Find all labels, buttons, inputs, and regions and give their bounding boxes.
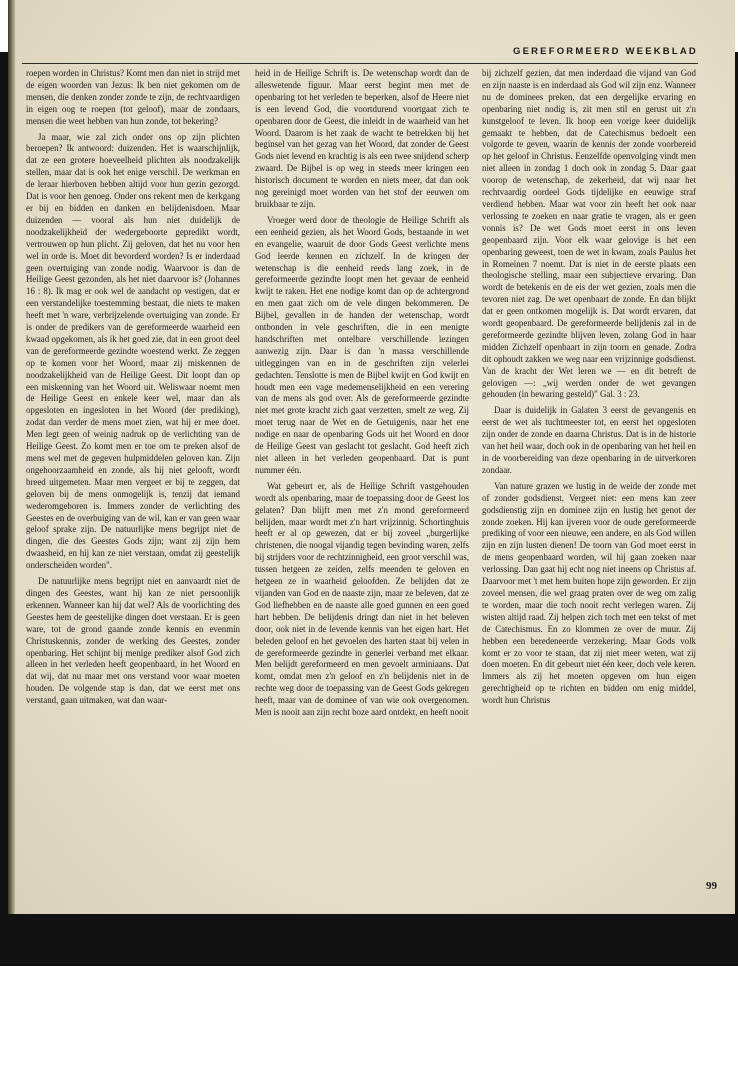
column-2 (255, 68, 469, 908)
magazine-page (8, 0, 735, 914)
page-number: 99 (706, 880, 717, 892)
paragraph: bij zichzelf gezien, dat men inderdaad die vijand van God en zijn naaste is en inderdaad als God wil zijn enz. Wanneer nu de dominees preken, dat een dergelijke ervaring en openbaring niet nodig is, zit men stil en gerust uit z'n kunstgeloof te leven. Ik hoop een vorige keer duidelijk gemaakt te hebben, dat de Catechismus bedoelt een volgorde te geven, waarin de kennis der zonde voorbereid op het geloof in Christus. Eenzelfde openvolging vindt men niet alleen in zondag 1 doch ook in zondag 5. Daar gaat voorop de wetenschap, de zekerheid, dat wij naar het rechtvaardig oordeel Gods tijdelijke en eeuwige straf verdiend hebben. Maar wat voor zin heeft het ook naar verlossing te zoeken en naar gratie te vragen, als er geen vonnis is? De wet Gods moet eerst in ons leven geopenbaard zijn. Voor elk waar gelovige is het een openbaring geweest, toen de wet in kwam, zoals Paulus het in Romeinen 7 noemt. Dat is niet in de eerste plaats een theologische stelling, maar een subjectieve ervaring. Dan wordt de betekenis en de eis der wet gezien, zoals men die tevoren niet zag. De wet openbaart de zonde. En dan blijkt dat er geen ontkomen mogelijk is. Dat wordt ervaren, dat wordt geopenbaard. De gereformeerde belijdenis zal in de gereformeerde gezindte blijven leven, zolang God in haar midden Zichzelf openbaart in zijn toorn en genade. Zodra dit ophoudt zakken we weg naar een vrijzinnige godsdienst. Van de kracht der Wet leren we — en dit betreft de gelovigen —: „wij werden onder de wet gevangen gehouden (in bewaring gesteld)" Gal. 3 : 23. (482, 68, 696, 400)
running-header (22, 44, 698, 64)
page-gutter-shadow (8, 0, 16, 914)
paragraph: Daar is duidelijk in Galaten 3 eerst de gevangenis en eerst de wet als tuchtmeester tot, en eerst het opgesloten zijn onder de zonde en daarna Christus. Dat is in de historie van het heil waar, doch ook in de openbaring van het heil en in de voorbereiding van deze openbaring in de uitverkoren zondaar. (482, 405, 696, 475)
bottom-margin (0, 966, 738, 1068)
paragraph: Ja maar, wie zal zich onder ons op zijn plichten beroepen? Ik antwoord: duizenden. Het is waarschijnlijk, dat ze een grotere hoeveelheid plichten als noodzakelijk stellen, maar dat is ook het enige verschil. De werkman en de leraar hierboven hebben altijd voor hun gezin gezorgd. Dat is voor hen genoeg. Onder ons rekent men de kerkgang er bij en bidden en danken en belijdenisdoen. Maar duizenden — vooral als hun niet duidelijk de noodzakelijkheid der wedergeboorte gepredikt wordt, vertrouwen op hun plicht. Zij geloven, dat het nu voor hen wel in orde is. Moet dit bevorderd worden? Is er inderdaad geen overtuiging van zonde nodig. Waarvoor is dan de Heilige Geest gezonden, als het niet daarvoor is? (Johannes 16 : 8). Ik mag er ook wel de aandacht op vestigen, dat er een verstandelijke toestemming bestaat, die niets te maken heeft met 'n ware, verbrijzelende overtuiging van zonde. Er is onder de predikers van de gereformeerde waarheid een kwaad opgekomen, als ik het goed zie, dat in een groot deel van de gereformeerde gezindte woestend werkt. Ze zeggen op te komen voor het Woord, maar zij miskennen de noodzakelijkheid van de Heilige Geest. Dit loopt dan op een miskenning van het Woord uit. Weliswaar noemt men de Heilige Geest en enkele keer wel, maar dan als opgesloten en ingesloten in het Woord (der prediking), zodat dan verder de mens moet zien, wat hij er mee doet. Men legt geen of weinig nadruk op de verlichting van de Heilige Geest. Zo komt men er toe om te preken alsof de mens wel met de gegeven hulpmiddelen geloven kan. Zijn ongehoorzaamheid en zonde, als hij niet gelooft, wordt breed uitgemeten. Maar men vergeet er bij te zeggen, dat geloven bij de mens onmogelijk is, tenzij dat iemand wederomgeboren is. Immers zonder de verlichting des Geestes en de overbuiging van de wil, kan er van geen waar geloof sprake zijn. De natuurlijke mens begrijpt niet de dingen, die des Geestes Gods zijn; want zij zijn hem dwaasheid, en hij kan ze niet verstaan, omdat zij geestelijk onderscheiden worden". (26, 131, 240, 571)
column-1 (26, 68, 240, 908)
column-3 (482, 68, 696, 908)
paragraph: Vroeger werd door de theologie de Heilige Schrift als een eenheid gezien, als het Woord Gods, bestaande in wet en evangelie, waaruit de door Gods Geest verlichte mens God leerde kennen en zichzelf. In de kringen der wetenschap is die eenheid reeds lang zoek, in de gereformeerde gezindte loopt men het gevaar de eenheid kwijt te raken. Het ene nodige komt dan op de achtergrond en men gaat zich om de vele dingen bekommeren. De Bijbel, gevallen in de handen der wetenschap, wordt ontbonden in vele geschriften, die in een menigte handschriften met ontelbare verschillende lezingen aanwezig zijn. Daar is dan 'n massa verschillende uitleggingen van en in de geschriften zijn velerlei gedachten. Tenslotte is men de Bijbel kwijt en God kwijt en houdt men een vage medemenselijkheid en een verering van de mens als god over. Als de gereformeerde gezindte niet met grote kracht zich gaat verzetten, smelt ze weg. Zij moet terug naar de Wet en de Getuigenis, naar het ene nodige en naar de openbaring Gods uit het Woord en door de Heilige Geest van geslacht tot geslacht. God heeft zich niet alleen in het verleden geopenbaard. Dat is punt nummer één. (255, 214, 469, 475)
header-rule (22, 63, 698, 64)
paragraph: roepen worden in Christus? Komt men dan niet in strijd met de eigen woorden van Jezus: Ik ben niet gekomen om de mensen, die denken zonder zonde te zijn, de rechtvaardigen in eigen oog te roepen (tot geloof), maar de zondaars, mensen die weet hebben van hun zonde, tot bekering? (26, 68, 240, 126)
paragraph: heid in de Heilige Schrift is. De wetenschap wordt dan de alleswetende figuur. Maar eerst begint men met de openbaring tot het verleden te beperken, alsof de Heere niet is een levend God, die voortdurend voortgaat zich te openbaren door de Geest, die inleidt in de waarheid van het Woord. Daarom is het zaak de wacht te betrekken bij het beginsel van het gezag van het Woord, dat zonder de Geest Gods niet levend en krachtig is als een twee snijdend scherp zwaard. De Bijbel is op weg in steeds meer kringen een historisch document te worden en niets meer, dat dan ook nog gereinigd moet worden van het stof der eeuwen om bruikbaar te zijn. (255, 68, 469, 209)
paragraph: Wat gebeurt er, als de Heilige Schrift vastgehouden wordt als openbaring, maar de toepassing door de Geest los gelaten? Dan blijft men met z'n mond gereformeerd belijden, maar wordt met z'n hart vrijzinnig. Schortinghuis heeft er al op gewezen, dat er bij zoveel „burgerlijke christenen, die noogal vijandig tegen bevinding waren, zelfs bij strijders voor de rechtzinnigheid, een groot verschil was, tussen hetgeen ze zeiden, zelfs meenden te geloven en hetgeen ze in waarheid geloofden. Ze belijden dat ze vijanden van God en de naaste zijn, maar ze beleven, dat ze God liefhebben en de naaste alle goed gunnen en een goed hart hebben. De belijdenis dringt dan niet in het beleven door, ook niet in de levende kennis van het eigen hart. Het beleden geloof en het gevoelen des harten staat bij velen in de gereformeerde gezindte in generlei verband met elkaar. Men belijdt gereformeerd en men gevoelt arminiaans. Dat komt, omdat men z'n geloof en z'n belijdenis niet in de rechte weg door de toepassing van de Geest Gods gekregen heeft, maar van de dominee of van wie ook overgenomen. Men is nooit aan zijn recht boze aard ontdekt, en heeft nooit (255, 480, 469, 718)
text-columns (22, 68, 698, 900)
publication-title: GEREFORMEERD WEEKBLAD (512, 46, 698, 57)
paragraph: De natuurlijke mens begrijpt niet en aanvaardt niet de dingen des Geestes, want hij kan ze niet persoonlijk erkennen. Wanneer kan hij dat wel? Als de voorlichting des Geestes hem de geestelijke dingen doet verstaan. Er is geen ware, tot de grond gaande zonde kennis en evenmin Christuskennis, zonder de werking des Geestes, zonder openbaring. Het schijnt bij menige prediker alsof God zich alleen in het verleden heeft geopenbaard, in het Woord en dat wij, dat nu maar met ons verstand voor waar moeten houden. De volgende stap is dan, dat we eerst met ons verstand, gaan uitmaken, wat dan waar- (26, 576, 240, 706)
paragraph: Van nature grazen we lustig in de weide der zonde met of zonder godsdienst. Vergeet niet: een mens kan zeer godsdienstig zijn en dominee zijn en lustig het genot der zonde zoeken. Hij kan ijveren voor de oude gereformeerde prediking of voor een nieuwe, een andere, en als God willen zijn en zijn lusten dienen! De toorn van God moet eerst in de mens geopenbaard worden, wil hij gaan zoeken naar verlossing. Dan gaat hij echt nog niet ineens op Christus af. Daarvoor met 't met hem buiten hope zijn geworden. Er zijn zoveel mensen, die wel graag praten over de weg om zalig te worden, maar die toch nooit recht verlegen waren. Zij wisten altijd raad. Zij helpen zich toch met een tekst of met de Catechismus. En zo klommen ze over de muur. Zij hebben een beredeneerde verzekering. Maar Gods volk komt er zo voor te staan, dat zij niet meer weten, wat zij doen moeten. En dit gebeurt niet één keer, doch vele keren. Immers als zij het moeten opgeven om hun eigen gerechtigheid op te richten en bidden om enig middel, wordt hun Christus (482, 480, 696, 706)
